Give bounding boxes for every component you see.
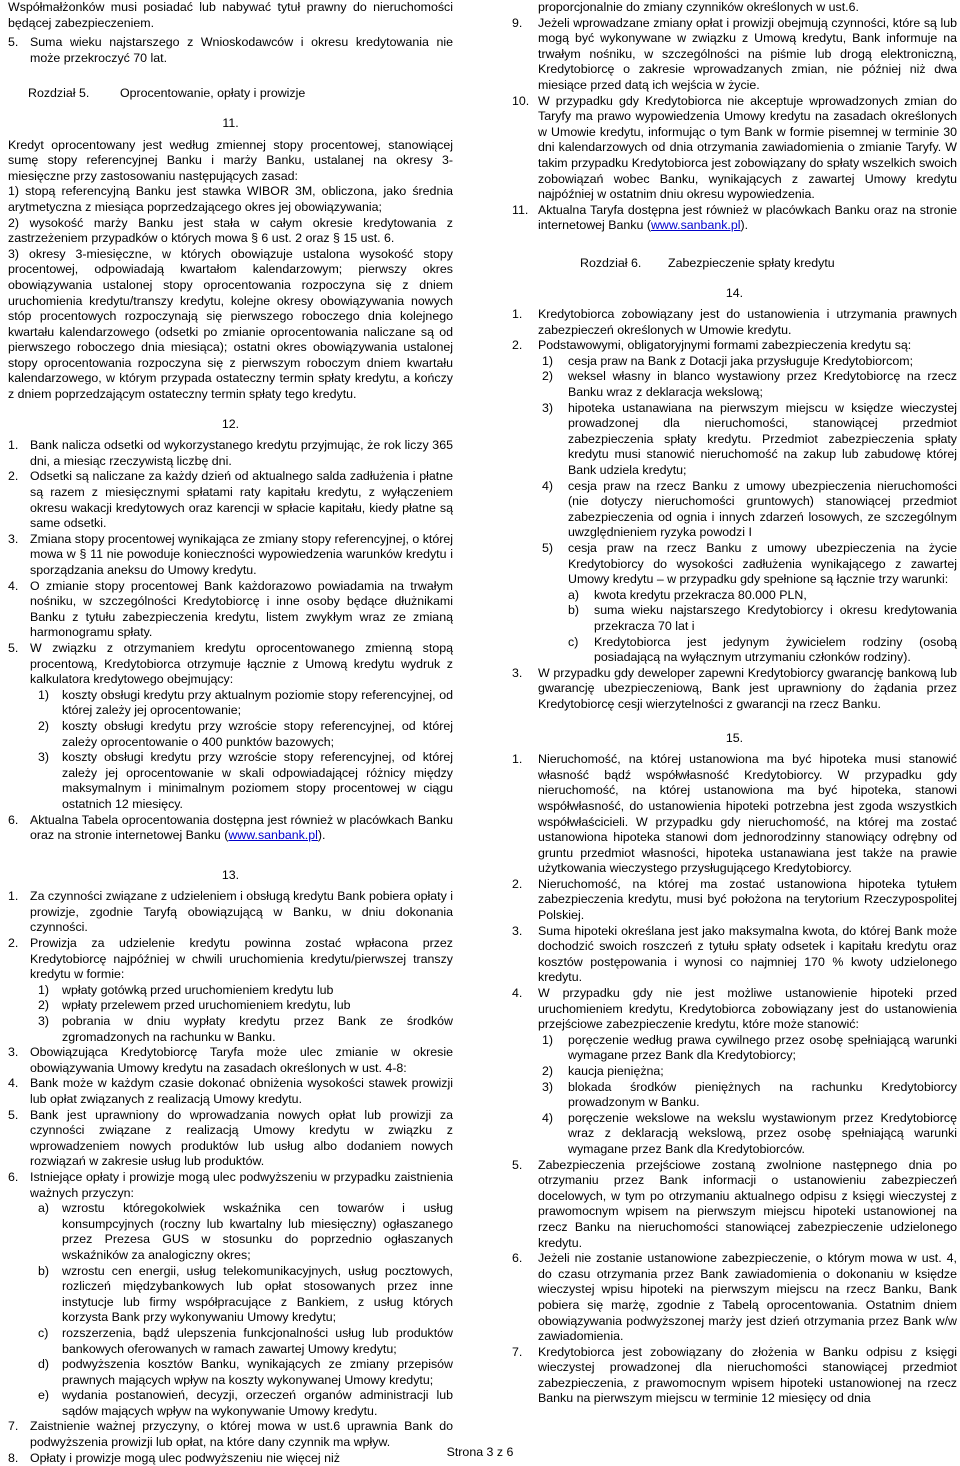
list-item: 5. Zabezpieczenia przejściowe zostaną zwolnione następnego dnia po otrzymaniu przez Bank informacji o ustanowieniu zabezpieczeń docelowych, w tym po otrzymaniu aktualnego odpisu z księgi wieczystej z prawomocnym wpisem na pierwszym miejscu hipoteki ustanowionej na rzecz Banku na nieruchomości stanowiącej zabezpieczenie udzielonego kredytu. bbox=[512, 1157, 957, 1250]
list-item: 10. W przypadku gdy Kredytobiorca nie akceptuje wprowadzonych zmian do Taryfy ma prawo wypowiedzenia Umowy kredytu na zasadach określonych w Umowie kredytu, informując o tym Bank w formie pisemnej w terminie 30 dni kalendarzowych od dnia otrzymania zawiadomienia o zmianie Taryfy. W takim przypadku Kredytobiorca jest zobowiązany do spłaty wszelkich swoich zobowiązań wobec Banku, wynikających z zawartej Umowy kredytu najpóźniej w ostatnim dniu okresu wypowiedzenia. bbox=[512, 93, 957, 202]
paragraph: Współmałżonków musi posiadać lub nabywać tytuł prawny do nieruchomości będącej zabezpieczeniem. bbox=[8, 0, 453, 30]
left-column bbox=[8, 0, 453, 1466]
list-item: 7. Zaistnienie ważnej przyczyny, o której mowa w ust.6 uprawnia Bank do podwyższenia prowizji lub opłat, na które dany czynnik ma wpływ. bbox=[8, 1419, 453, 1450]
paragraph: 2) wysokość marży Banku jest stała w całym okresie kredytowania z zastrzeżeniem przypadków o których mowa § 6 ust. 2 oraz § 15 ust. 6. bbox=[8, 215, 453, 246]
list-item: 3. Obowiązująca Kredytobiorcę Taryfa może ulec zmianie w okresie obowiązywania Umowy kredytu na zasadach określonych w ust. 4-8: bbox=[8, 1045, 453, 1075]
list-item: 1. Bank nalicza odsetki od wykorzystanego kredytu przyjmując, że rok liczy 365 dni, a miesiąc rzeczywistą liczbę dni. bbox=[8, 438, 453, 468]
list-item: c) rozszerzenia, bądź ulepszenia funkcjonalności usług lub produktów bankowych oferowanych w ramach zawartej Umowy kredytu; bbox=[38, 1325, 453, 1356]
list-item: 11. Aktualna Taryfa dostępna jest również w placówkach Banku oraz na stronie internetowej Banku (www.sanbank.pl). bbox=[512, 202, 957, 233]
list-item: 4. W przypadku gdy nie jest możliwe ustanowienie hipoteki przed uruchomieniem kredytu, Kredytobiorca zobowiązany jest do ustanowienia przejściowe zabezpieczenie kredytu, które może stanowić: bbox=[512, 986, 957, 1032]
list-item: 5. Bank jest uprawniony do wprowadzania nowych opłat lub prowizji za czynności związane z realizacją Umowy kredytu w związku z wprowadzeniem nowych produktów lub usług albo dodaniem nowych rozwiązań w zakresie usług lub produktów. bbox=[8, 1107, 453, 1169]
list-item: 1) koszty obsługi kredytu przy aktualnym poziomie stopy referencyjnej, od której zależy jej oprocentowanie; bbox=[38, 687, 453, 718]
list-item: 2. Podstawowymi, obligatoryjnymi formami zabezpieczenia kredytu są: bbox=[512, 338, 912, 353]
list-item: 2. Prowizja za udzielenie kredytu powinna zostać wpłacona przez Kredytobiorcę najpóźniej w chwili uruchomienia kredytu/pierwszej transzy kredytu w formie: bbox=[8, 936, 453, 982]
list-item: 4) cesja praw na rzecz Banku z umowy ubezpieczenia nieruchomości (nie dotyczy nieruchomości gruntowych) stanowiącej przedmiot zabezpieczenia od ognia i innych zdarzeń losowych, ze szczególnym uwzględnieniem ryzyka powodzi I bbox=[542, 478, 957, 540]
list-item: 2. Nieruchomość, na której ma zostać ustanowiona hipoteka tytułem zabezpieczenia kredytu, musi być położona na terytorium Rzeczypospolitej Polskiej. bbox=[512, 876, 957, 923]
list-item: 3) blokada środków pieniężnych na rachunku Kredytobiorcy prowadzonym w Banku. bbox=[542, 1079, 957, 1110]
paragraph: 1) stopą referencyjną Banku jest stawka WIBOR 3M, obliczona, jako średnia arytmetyczna z miesiąca poprzedzającego okres jej obowiązywania; bbox=[8, 184, 453, 214]
list-item: e) wydania postanowień, decyzji, orzeczeń organów administracji lub sądów mających wpływ na wykonywanie Umowy kredytu. bbox=[38, 1388, 453, 1418]
list-item: a) kwota kredytu przekracza 80.000 PLN, bbox=[568, 587, 807, 602]
bank-website-link[interactable]: www.sanbank.pl bbox=[228, 828, 318, 843]
list-item: 9. Jeżeli wprowadzane zmiany opłat i prowizji obejmują czynności, które są lub mogą być wykonywane w związku z Umową kredytu, Bank informuje na trwałym nośniku, w szczególności na piśmie lub drogą elektroniczną, Kredytobiorcę o zakresie wprowadzanych zmian, nie później niż dwa miesiące przed datą ich wejścia w życie. bbox=[512, 15, 957, 92]
list-item: 2) kaucja pieniężna; bbox=[542, 1064, 664, 1078]
list-item: 1) wpłaty gotówką przed uruchomieniem kredytu lub bbox=[38, 982, 334, 997]
list-item: 3. W przypadku gdy deweloper zapewni Kredytobiorcy gwarancję bankową lub gwarancję ubezpieczeniową, Bank jest uprawniony do żądania przez Kredytobiorcę cesji wierzytelności z gwarancji na rzecz Banku. bbox=[512, 665, 957, 711]
section-title: 15. bbox=[725, 730, 744, 745]
section-title: 13. bbox=[221, 867, 240, 882]
section-title: 14. bbox=[725, 285, 744, 300]
list-item: 3. Suma hipoteki określana jest jako maksymalna kwota, do której Bank może dochodzić swoich roszczeń z tytułu spłaty odsetek i kapitału kredytu oraz kosztów postępowania i wynosi co najmniej 170 % kwoty udzielonego kredytu. bbox=[512, 923, 957, 985]
list-item: 1. Kredytobiorca zobowiązany jest do ustanowienia i utrzymania prawnych zabezpieczeń określonych w Umowie kredytu. bbox=[512, 307, 957, 337]
list-item: 3) hipoteka ustanawiana na pierwszym miejscu w księdze wieczystej prowadzonej dla nieruchomości, stanowiącej przedmiot zabezpieczenia spłaty kredytu. Przedmiot zabezpieczenia spłaty kredytu musi stanowić nieruchomość na zakup lub zabudowę której Bank udziela kredytu; bbox=[542, 400, 957, 478]
list-item: 1. Nieruchomość, na której ustanowiona ma być hipoteka musi stanowić własność bądź współwłasność Kredytobiorcy. W przypadku gdy nieruchomość, na której ustanowiona ma być hipoteka, stanowi współwłasność, do ustanowienia hipoteki potrzebna jest zgoda wszystkich współwłaścicieli. W przypadku gdy nieruchomość, na której ma zostać ustanowiona hipoteka stanowi dom jednorodzinny stanowiący odrębny od gruntu przedmiot własności, hipoteka ustanawiana jest także na prawie użytkowania wieczystego przysługującego Kredytobiorcy. bbox=[512, 752, 957, 876]
list-item: 1. Za czynności związane z udzieleniem i obsługą kredytu Bank pobiera opłaty i prowizje, zgodnie Taryfą obowiązującą w Banku, w dniu dokonania czynności. bbox=[8, 889, 453, 935]
list-item: 5. W związku z otrzymaniem kredytu oprocentowanego zmienną stopą procentową, Kredytobiorca otrzymuje łącznie z Umową kredytu wydruk z kalkulatora kredytowego obejmujący: bbox=[8, 640, 453, 687]
chapter-heading: Rozdział 5. Oprocentowanie, opłaty i prowizje bbox=[28, 86, 306, 101]
list-item: 6. Jeżeli nie zostanie ustanowione zabezpieczenie, o którym mowa w ust. 4, do czasu otrzymania przez Bank zawiadomienia o dokonaniu w księdze wieczystej wpisu hipoteki na pierwszym miejscu na rzecz Banku, Bank pobiera się marżę, zgodnie z Tabelą oprocentowania. Ostatnim dniem obowiązywania podwyższonej marży jest dzień otrzymania przez Bank w/w zawiadomienia. bbox=[512, 1251, 957, 1344]
chapter-heading: Rozdział 6. Zabezpieczenie spłaty kredytu bbox=[580, 255, 835, 270]
list-item: d) podwyższenia kosztów Banku, wynikających ze zmiany przepisów prawnych mających wpływ na koszty wykonywanej Umowy kredytu; bbox=[38, 1357, 453, 1387]
list-item: 8. Opłaty i prowizje mogą ulec podwyższeniu nie więcej niż bbox=[8, 1450, 340, 1465]
paragraph: 3) okresy 3-miesięczne, w których obowiązuje ustalona wysokość stopy procentowej, odpowiadają kwartałom kalendarzowym; pierwszy okres obowiązywania ustalonej stopy oprocentowania rozpoczyna się z dniem uruchomienia kredytu/transzy kredytu, kolejne okresy obowiązywania nowych stóp procentowych rozpoczynają się pierwszego roboczego dnia kolejnego kwartału kalendarzowego (odsetki po zmianie oprocentowania naliczane są od pierwszego roboczego dnia miesiąca); ostatni okres obowiązywania ustalonej stopy oprocentowania rozpoczyna się z pierwszym roboczym dniem kwartału kalendarzowego, w którym przypada ostateczny termin spłaty kredytu, a kończy z dniem poprzedzającym ostateczny termin spłaty tego kredytu. bbox=[8, 246, 453, 402]
right-column bbox=[512, 0, 957, 1407]
section-title: 12. bbox=[221, 416, 240, 431]
list-item: 2) weksel własny in blanco wystawiony przez Kredytobiorcę na rzecz Banku wraz z deklaracja wekslową; bbox=[542, 369, 957, 400]
list-item: 2) wpłaty przelewem przed uruchomieniem kredytu, lub bbox=[38, 998, 351, 1013]
list-item: a) wzrostu któregokolwiek wskaźnika cen towarów i usług konsumpcyjnych (roczny lub kwartalny lub miesięczny) ogłaszanego przez Prezesa GUS w stosunku do poprzednio ogłaszanych wskaźników za analogiczny okres; bbox=[38, 1201, 453, 1262]
list-item: 2. Odsetki są naliczane za każdy dzień od aktualnego salda zadłużenia i płatne są razem z miesięcznymi spłatami raty kapitału kredytu, z wyłączeniem okresu wakacji kredytowych oraz karencji w spłacie kapitału, kiedy płatne są same odsetki. bbox=[8, 469, 453, 531]
list-item: 5. Suma wieku najstarszego z Wnioskodawców i okresu kredytowania nie może przekroczyć 70 lat. bbox=[8, 35, 453, 65]
list-item: c) Kredytobiorca jest jedynym żywicielem rodziny (osobą posiadającą na wyłącznym utrzymaniu członków rodziny). bbox=[568, 634, 957, 665]
list-item: 2) koszty obsługi kredytu przy wzroście stopy referencyjnej, od której zależy oprocentowanie o 400 punktów bazowych; bbox=[38, 718, 453, 749]
list-item: 6. Aktualna Tabela oprocentowania dostępna jest również w placówkach Banku oraz na stronie internetowej Banku (www.sanbank.pl). bbox=[8, 812, 453, 843]
bank-website-link[interactable]: www.sanbank.pl bbox=[650, 218, 741, 233]
list-item: 3) pobrania w dniu wypłaty kredytu przez Bank ze środków zgromadzonych na rachunku w Banku. bbox=[38, 1014, 453, 1044]
list-item: 7. Kredytobiorca jest zobowiązany do złożenia w Banku odpisu z księgi wieczystej prowadzonej dla nieruchomości stanowiącej przedmiot zabezpieczenia, z prawomocnym wpisem hipoteki ustanowionej na rzecz Banku na pierwszym miejscu w terminie 12 miesięcy od dnia bbox=[512, 1344, 957, 1406]
list-item: 4. O zmianie stopy procentowej Bank każdorazowo powiadamia na trwałym nośniku, w szczególności Kredytobiorcę i inne osoby będące dłużnikami Banku z tytułu zabezpieczenia kredytu, listem zwykłym wraz ze zmianą harmonogramu spłaty. bbox=[8, 578, 453, 640]
section-title: 11. bbox=[222, 115, 239, 130]
list-item: b) suma wieku najstarszego Kredytobiorcy i okresu kredytowania przekracza 70 lat i bbox=[568, 603, 957, 633]
list-item: 4) poręczenie wekslowe na wekslu wystawionym przez Kredytobiorcę wraz z deklaracją wekslową, przez osobę spełniającą warunki wymagane przez Bank dla Kredytobiorców. bbox=[542, 1110, 957, 1156]
paragraph: Kredyt oprocentowany jest według zmiennej stopy procentowej, stanowiącej sumę stopy referencyjnej Banku i marży Banku, ustalanej na okresy 3-miesięczne przy zastosowaniu następujących zasad: bbox=[8, 137, 453, 183]
list-item: 6. Istniejące opłaty i prowizje mogą ulec podwyższeniu w przypadku zaistnienia ważnych przyczyn: bbox=[8, 1169, 453, 1200]
list-item: 5) cesja praw na rzecz Banku z umowy ubezpieczenia na życie Kredytobiorcy do wysokości zadłużenia wynikającego z zawartej Umowy kredytu – w przypadku gdy spełnione są łącznie trzy warunki: bbox=[542, 541, 957, 587]
list-item: 1) poręczenie według prawa cywilnego przez osobę spełniającą warunki wymagane przez Bank dla Kredytobiorcy; bbox=[542, 1032, 957, 1063]
paragraph: proporcjonalnie do zmiany czynników określonych w ust.6. bbox=[538, 0, 859, 14]
page-number: Strona 3 z 6 bbox=[446, 1445, 514, 1459]
list-item: 3. Zmiana stopy procentowej wynikająca ze zmiany stopy referencyjnej, o której mowa w § 11 nie powoduje konieczności wypowiedzenia warunków kredytu i sporządzania aneksu do Umowy kredytu. bbox=[8, 531, 453, 577]
list-item: 3) koszty obsługi kredytu przy wzroście stopy referencyjnej, od której zależy jej oprocentowanie w skali odpowiadającej różnicy między maksymalnym i minimalnym poziomem stopy procentowej w ciągu ostatnich 12 miesięcy. bbox=[38, 750, 453, 811]
list-item: b) wzrostu cen energii, usług telekomunikacyjnych, usług pocztowych, rozliczeń międzybankowych lub opłat stosowanych przez inne instytucje lub firmy współpracujące z Bankiem, z usług których korzysta Bank przy wykonywaniu Umowy kredytu; bbox=[38, 1263, 453, 1325]
list-item: 1) cesja praw na Bank z Dotacji jaka przysługuje Kredytobiorcom; bbox=[542, 353, 914, 368]
list-item: 4. Bank może w każdym czasie dokonać obniżenia wysokości stawek prowizji lub opłat związanych z realizacją Umowy kredytu. bbox=[8, 1076, 453, 1106]
